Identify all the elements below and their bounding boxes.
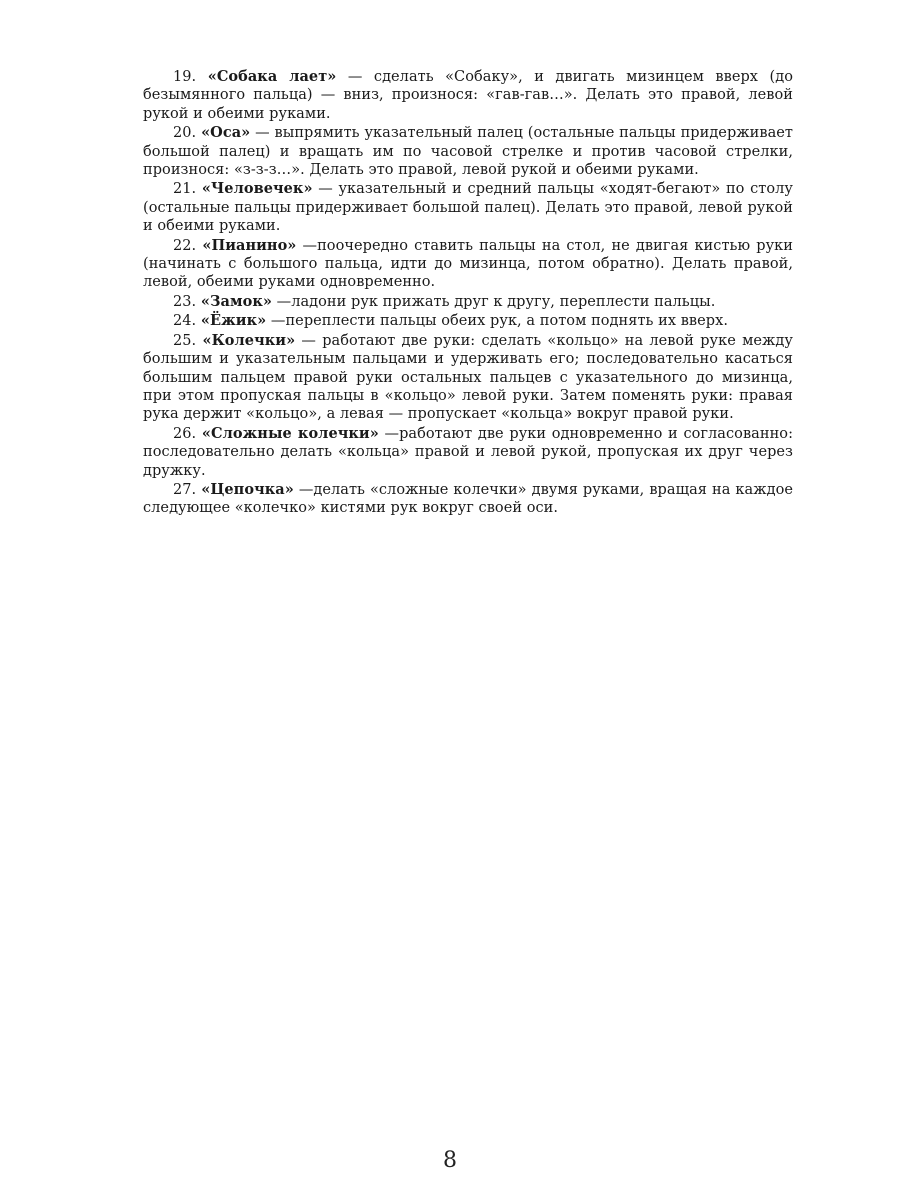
exercise-description: — выпрямить указательный палец (остальные пальцы придерживает большой палец) и вращать им по часовой стрелке и против часовой стрелки, произнося: «з-з-з…». Делать это правой, левой рукой и обеими руками. xyxy=(143,125,793,179)
exercise-description: —поочередно ставить пальцы на стол, не двигая кистью руки (начинать с большого пальца, идти до мизинца, потом обратно). Делать правой, левой, обеими руками одновременно. xyxy=(143,237,793,291)
exercise-title: «Замок» xyxy=(200,292,272,310)
exercise-description: —переплести пальцы обеих рук, а потом поднять их вверх. xyxy=(270,313,728,330)
exercise-title: «Ёжик» xyxy=(200,312,267,330)
exercise-description: — сделать «Собаку», и двигать мизинцем вверх (до безымянного пальца) — вниз, произнося: «гав-гав…». Делать это правой, левой рукой и обеими руками. xyxy=(143,69,793,122)
exercise-item-24 xyxy=(143,312,793,330)
exercise-title: «Человечек» xyxy=(201,180,313,198)
page-number: 8 xyxy=(443,1148,457,1173)
exercise-number: 25. xyxy=(173,332,197,349)
exercise-item-21 xyxy=(143,180,793,235)
exercise-number: 21. xyxy=(173,181,197,198)
exercise-title: «Собака лает» xyxy=(207,68,337,85)
exercise-item-19 xyxy=(143,68,793,123)
exercise-description: — указательный и средний пальцы «ходят-бегают» по столу (остальные пальцы придерживает большой палец). Делать это правой, левой рукой и обеими руками. xyxy=(143,181,793,235)
exercise-number: 22. xyxy=(173,237,197,254)
exercise-list xyxy=(143,68,793,519)
exercise-item-26 xyxy=(143,425,793,480)
exercise-item-20 xyxy=(143,124,793,179)
exercise-title: «Колечки» xyxy=(202,331,296,349)
exercise-number: 24. xyxy=(173,313,197,330)
exercise-number: 27. xyxy=(173,481,197,498)
exercise-description: — работают две руки: сделать «кольцо» на левой руке между большим и указательным пальцами и удерживать его; последовательно касаться большим пальцем правой руки остальных пальцев с указательного до мизинца, при этом пропуская пальцы в «кольцо» левой руки. Затем поменять руки: правая рука держит «кольцо», а левая — пропускает «кольца» вокруг правой руки. xyxy=(143,332,793,423)
exercise-number: 19. xyxy=(173,69,197,85)
exercise-description: —делать «сложные колечки» двумя руками, вращая на каждое следующее «колечко» кистями рук вокруг своей оси. xyxy=(143,481,793,517)
exercise-title: «Цепочка» xyxy=(201,480,294,498)
exercise-item-25 xyxy=(143,332,793,424)
exercise-description: —ладони рук прижать друг к другу, переплести пальцы. xyxy=(276,293,716,310)
exercise-number: 26. xyxy=(173,425,197,442)
exercise-number: 23. xyxy=(173,293,197,310)
exercise-item-23 xyxy=(143,293,793,311)
exercise-title: «Сложные колечки» xyxy=(201,424,379,442)
exercise-item-27 xyxy=(143,481,793,518)
exercise-description: —работают две руки одновременно и согласованно: последовательно делать «кольца» правой и левой рукой, пропуская их друг через дружку. xyxy=(143,425,794,479)
exercise-number: 20. xyxy=(173,125,197,142)
exercise-item-22 xyxy=(143,237,793,292)
exercise-title: «Пианино» xyxy=(202,236,297,254)
exercise-title: «Оса» xyxy=(201,124,251,142)
